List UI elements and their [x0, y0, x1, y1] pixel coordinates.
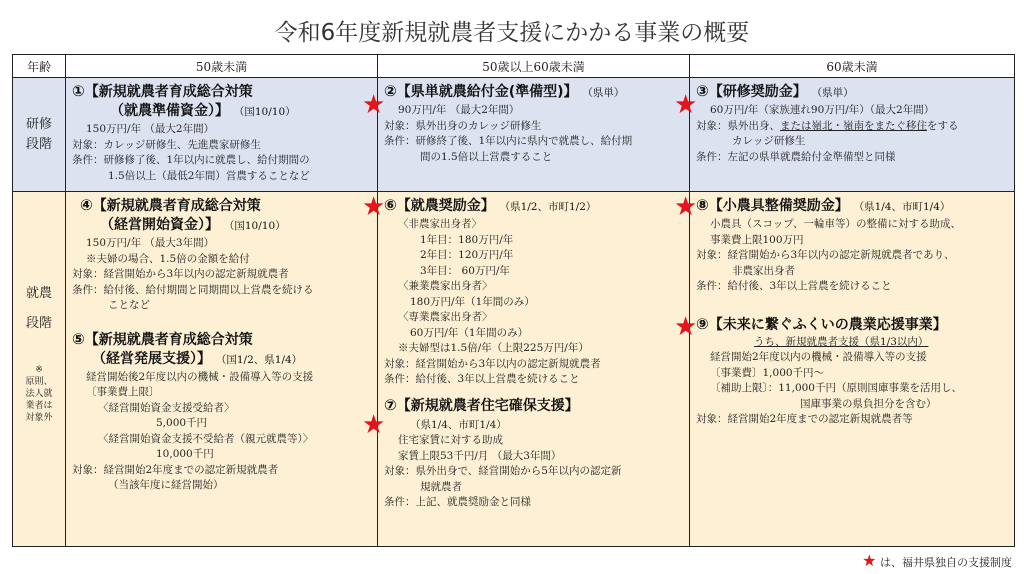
star-icon: ★	[862, 551, 877, 570]
program-3-title: ③【研修奨励金】 （県単）	[696, 82, 854, 100]
program-1-cell: ①【新規就農者育成総合対策 （就農準備資金）】 （国10/10） 150万円/年 （最大2年間） 対象：カレッジ研修生、先進農家研修生 条件：研修修了後、1年以内に就農し、給付期間の 1.5倍以上（最低2年間）営農することなど	[66, 78, 378, 192]
program-2-title: ②【県単就農給付金(準備型)】 （県単）	[384, 82, 625, 100]
program-4-title: ④【新規就農者育成総合対策	[80, 196, 261, 214]
support-table	[12, 54, 1015, 547]
header-50to60: 50歳以上60歳未満	[378, 55, 690, 78]
program-1-title: ①【新規就農者育成総合対策	[72, 82, 253, 100]
program-2-cell: ★ ②【県単就農給付金(準備型)】 （県単） 90万円/年 （最大2年間） 対象：県外出身のカレッジ研修生 条件：研修終了後、1年以内に県内で就農し、給付期 間の1.5倍以上営農すること	[378, 78, 690, 192]
star-icon: ★	[362, 410, 386, 440]
header-under50: 50歳未満	[66, 55, 378, 78]
legend: ★ は、福井県独自の支援制度	[862, 551, 1012, 570]
program-3-cell: ★ ③【研修奨励金】 （県単） 60万円/年（家族連れ90万円/年）（最大2年間） 対象：県外出身、または嶺北・嶺南をまたぐ移住をする カレッジ研修生 条件：左記の県単就農給付金準備型と同様	[690, 78, 1015, 192]
row-note: ※ 原則、 法人就 業者は 対象外	[25, 365, 53, 423]
farming-under60-cell: ★ ⑧【小農具整備奨励金】 （県1/4、市町1/4） 小農具（スコップ、一輪車等）の整備に対する助成、 事業費上限100万円 対象：経営開始から3年以内の認定新規就農者であり、 非農家出身者 条件：給付後、3年以上営農を続けること ★ ⑨【未来に繋ぐふくいの農業応援事業】 うち、新規就農者支援（県1/3以内） 経営開始2年度以内の機械・設備導入等の支援 〔事業費〕1,000千円～ 〔補助上限〕：11,000千円（原則国庫事業を活用し、 国庫事業の県負担分を含む） 対象：経営開始2年度までの認定新規就農者等	[690, 192, 1015, 547]
star-icon: ★	[362, 192, 386, 222]
farming-row	[13, 192, 1015, 547]
star-icon: ★	[362, 90, 386, 120]
header-row	[13, 55, 1015, 78]
star-icon: ★	[674, 312, 698, 342]
program-6-title: ⑥【就農奨励金】 （県1/2、市町1/2）	[384, 196, 597, 214]
training-row	[13, 78, 1015, 192]
header-age: 年齢	[13, 55, 66, 78]
row-label-training: 研修 段階	[13, 78, 66, 192]
star-icon: ★	[674, 90, 698, 120]
program-9-title: ⑨【未来に繋ぐふくいの農業応援事業】	[696, 314, 947, 333]
header-under60: 60歳未満	[690, 55, 1015, 78]
program-7-title: ⑦【新規就農者住宅確保支援】	[384, 395, 579, 414]
farming-50to60-cell: ★ ⑥【就農奨励金】 （県1/2、市町1/2） 〈非農家出身者〉 1年目：180万円/年 2年目：120万円/年 3年目： 60万円/年 〈兼業農家出身者〉 180万円/年（1年間のみ） 〈専業農家出身者〉 60万円/年（1年間のみ） ※夫婦型は1.5倍/年（上限225万円/年） 対象：経営開始から3年以内の認定新規就農者 条件：給付後、3年以上営農を続けること ★ ⑦【新規就農者住宅確保支援】 （県1/4、市町1/4） 住宅家賃に対する助成 家賃上限53千円/月 （最大3年間） 対象：県外出身で、経営開始から5年以内の認定新 規就農者 条件：上記、就農奨励金と同様	[378, 192, 690, 547]
program-5-title: ⑤【新規就農者育成総合対策	[72, 329, 253, 348]
farming-under50-cell: ④【新規就農者育成総合対策 （経営開始資金）】 （国10/10） 150万円/年 （最大3年間） ※夫婦の場合、1.5倍の金額を給付 対象：経営開始から3年以内の認定新規就農者 条件：給付後、給付期間と同期間以上営農を続ける ことなど ⑤【新規就農者育成総合対策 （経営発展支援）】 （国1/2、県1/4） 経営開始後2年度以内の機械・設備導入等の支援 〔事業費上限〕 〈経営開始資金支援受給者〉 5,000千円 〈経営開始資金支援不受給者（親元就農等）〉 10,000千円 対象：経営開始2年度までの認定新規就農者 （当該年度に経営開始）	[66, 192, 378, 547]
star-icon: ★	[674, 192, 698, 222]
row-label-farming: 就農 段階 ※ 原則、 法人就 業者は 対象外	[13, 192, 66, 547]
page-title: 令和6年度新規就農者支援にかかる事業の概要	[274, 20, 750, 46]
program-8-title: ⑧【小農具整備奨励金】 （県1/4、市町1/4）	[696, 196, 951, 214]
